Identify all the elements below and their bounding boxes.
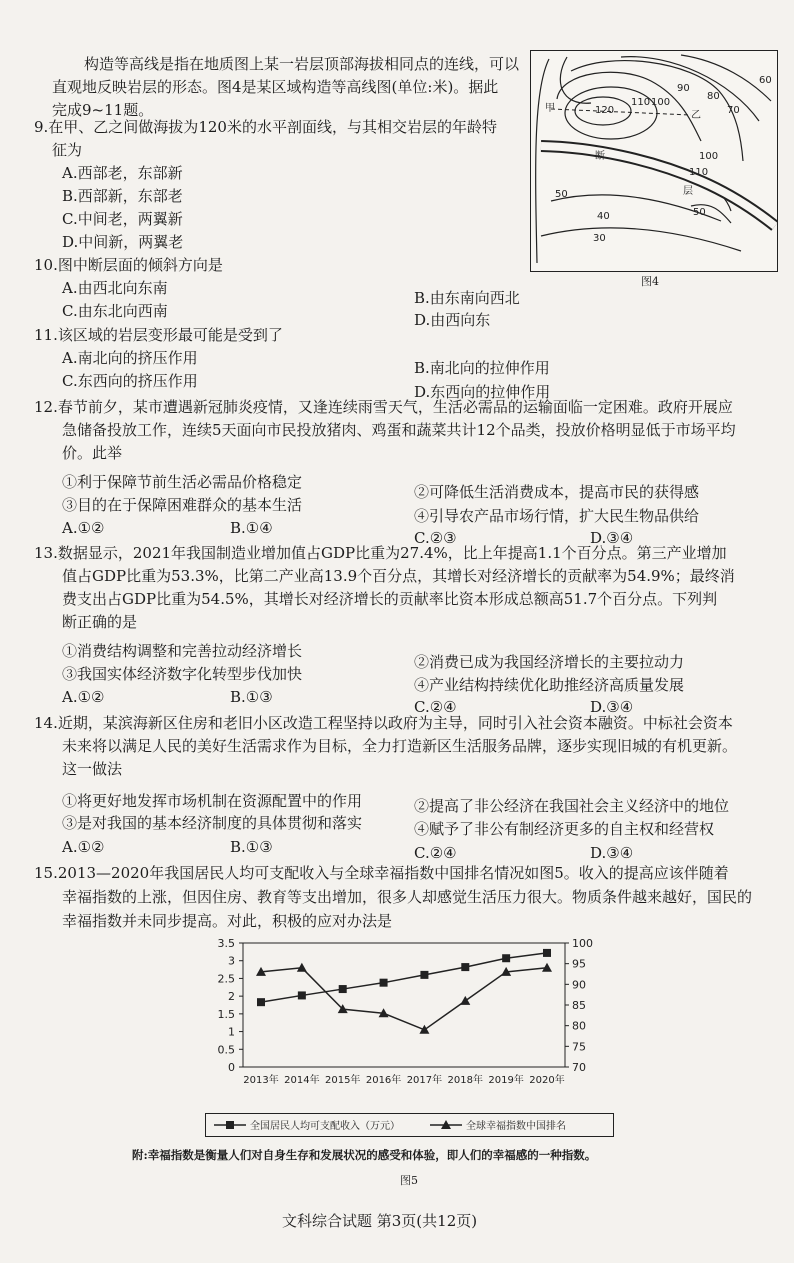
q13-item-3: ③我国实体经济数字化转型步伐加快 — [62, 665, 303, 683]
q10-stem: 10.图中断层面的倾斜方向是 — [34, 256, 223, 274]
x-tick-label: 2016年 — [365, 1075, 402, 1086]
q11-option-d[interactable]: D.东西向的拉伸作用 — [414, 383, 551, 401]
contour-line — [541, 228, 741, 251]
q13-stem-4: 断正确的是 — [62, 613, 138, 631]
figure-5-chart — [205, 935, 605, 1115]
label-110a: 110 — [631, 97, 651, 108]
income-point — [461, 963, 469, 971]
label-yi: 乙 — [691, 110, 701, 121]
rank-point — [297, 963, 307, 972]
fault-band-inner — [541, 146, 775, 226]
q15-stem-3: 幸福指数并未同步提高。对此，积极的应对办法是 — [62, 912, 393, 930]
legend-svg — [206, 1114, 613, 1136]
q13-item-1: ①消费结构调整和完善拉动经济增长 — [62, 642, 303, 660]
q14-stem-2: 未来将以满足人民的美好生活需求作为目标，全力打造新区生活服务品牌，逐步实现旧城的有机更新。 — [62, 737, 738, 755]
rank-point — [542, 963, 552, 972]
q14-stem-1: 14.近期，某滨海新区住房和老旧小区改造工程坚持以政府为主导，同时引入社会资本融资。中标社会资本 — [34, 714, 733, 732]
q10-option-d[interactable]: D.由西向东 — [414, 311, 491, 329]
left-tick-label: 2.5 — [217, 972, 235, 986]
contour-map-svg — [531, 51, 777, 271]
plot-area — [243, 943, 565, 1067]
legend-rank-label: 全球幸福指数中国排名 — [466, 1121, 566, 1132]
label-40: 40 — [597, 211, 610, 222]
q13-option-a[interactable]: A.①② — [62, 688, 105, 706]
label-100a: 100 — [651, 97, 671, 108]
left-tick-label: 2 — [228, 990, 235, 1004]
rank-point — [419, 1025, 429, 1034]
chart-legend — [205, 1113, 614, 1137]
contour-line — [681, 55, 771, 101]
fault-band-outer — [541, 146, 775, 226]
right-tick-label: 85 — [572, 999, 586, 1012]
page-footer: 文科综合试题 第3页(共12页) — [282, 1212, 478, 1230]
left-tick-label: 0.5 — [217, 1043, 235, 1057]
left-tick-label: 3.5 — [217, 937, 235, 950]
right-tick-label: 95 — [572, 957, 586, 971]
q12-item-4: ④引导农产品市场行情，扩大民生物品供给 — [414, 507, 700, 525]
x-tick-label: 2015年 — [324, 1075, 361, 1086]
x-tick-label: 2019年 — [488, 1075, 524, 1086]
q15-stem-2: 幸福指数的上涨，但因住房、教育等支出增加，很多人却感觉生活压力很大。物质条件越来越好，国民的 — [62, 888, 753, 906]
q9-option-a[interactable]: A.西部老，东部新 — [62, 164, 183, 182]
figure-4-caption: 图4 — [641, 275, 659, 288]
q10-option-c[interactable]: C.由东北向西南 — [62, 302, 168, 320]
label-70: 70 — [727, 105, 740, 116]
q9-stem-2: 征为 — [52, 141, 83, 159]
intro-line-2: 直观地反映岩层的形态。图4是某区域构造等高线图(单位:米)。据此 — [52, 78, 499, 96]
q14-option-a[interactable]: A.①② — [62, 838, 105, 856]
q13-stem-2: 值占GDP比重为53.3%，比第二产业高13.9个百分点，其增长对经济增长的贡献率为54.9%；最终消 — [62, 567, 735, 585]
right-tick-label: 90 — [572, 978, 586, 992]
q12-stem-3: 价。此举 — [62, 444, 123, 462]
x-tick-label: 2014年 — [284, 1075, 320, 1086]
label-50b: 50 — [555, 189, 568, 200]
figure-5-caption: 图5 — [400, 1174, 418, 1187]
q14-item-4: ④赋予了非公有制经济更多的自主权和经营权 — [414, 820, 715, 838]
label-90: 90 — [677, 83, 690, 94]
x-tick-label: 2020年 — [529, 1075, 565, 1086]
q12-item-3: ③目的在于保障困难群众的基本生活 — [62, 496, 303, 514]
left-tick-label: 3 — [228, 954, 235, 968]
q9-option-d[interactable]: D.中间新，两翼老 — [62, 233, 184, 251]
right-tick-label: 100 — [572, 937, 593, 950]
q11-stem: 11.该区域的岩层变形最可能是受到了 — [34, 326, 283, 344]
x-tick-label: 2017年 — [406, 1075, 443, 1086]
q14-option-c[interactable]: C.②④ — [414, 844, 457, 862]
q12-item-1: ①利于保障节前生活必需品价格稳定 — [62, 473, 303, 491]
label-duan: 断 — [595, 151, 605, 162]
q12-item-2: ②可降低生活消费成本，提高市民的获得感 — [414, 483, 700, 501]
label-120: 120 — [595, 105, 615, 116]
income-point — [502, 954, 510, 962]
left-tick-label: 1 — [228, 1025, 235, 1039]
q14-option-d[interactable]: D.③④ — [590, 844, 634, 862]
intro-line-3: 完成9~11题。 — [52, 101, 154, 119]
income-point — [298, 991, 306, 999]
rank-point — [460, 996, 470, 1005]
figure-4-contour-map — [530, 50, 778, 272]
legend-income-label: 全国居民人均可支配收入（万元） — [250, 1121, 400, 1132]
x-tick-label: 2018年 — [447, 1075, 484, 1086]
label-100b: 100 — [699, 151, 719, 162]
q11-option-b[interactable]: B.南北向的拉伸作用 — [414, 359, 550, 377]
label-jia: 甲 — [545, 103, 555, 114]
q12-option-c[interactable]: C.②③ — [414, 529, 457, 547]
profile-line — [551, 109, 691, 115]
left-tick-label: 0 — [228, 1061, 235, 1074]
label-60: 60 — [759, 75, 772, 86]
q12-option-b[interactable]: B.①④ — [230, 519, 273, 537]
right-tick-label: 80 — [572, 1019, 586, 1033]
right-tick-label: 75 — [572, 1040, 586, 1054]
x-tick-label: 2013年 — [243, 1075, 279, 1086]
q13-option-c[interactable]: C.②④ — [414, 698, 457, 716]
q9-stem-1: 9.在甲、乙之间做海拔为120米的水平剖面线，与其相交岩层的年龄特 — [34, 118, 497, 136]
q14-stem-3: 这一做法 — [62, 760, 123, 778]
label-ceng: 层 — [683, 186, 693, 197]
q15-stem-1: 15.2013—2020年我国居民人均可支配收入与全球幸福指数中国排名情况如图5。收入的提高应该伴随着 — [34, 864, 729, 882]
q12-option-d[interactable]: D.③④ — [590, 529, 634, 547]
right-tick-label: 70 — [572, 1061, 586, 1074]
income-point — [420, 971, 428, 979]
contour-line — [536, 59, 549, 263]
label-80: 80 — [707, 91, 720, 102]
q13-stem-3: 费支出占GDP比重为54.5%，其增长对经济增长的贡献率比资本形成总额高51.7个百分点。下列判 — [62, 590, 718, 608]
income-point — [380, 979, 388, 987]
q14-option-b[interactable]: B.①③ — [230, 838, 273, 856]
income-point — [339, 985, 347, 993]
chart-note: 附:幸福指数是衡量人们对自身生存和发展状况的感受和体验，即人们的幸福感的一种指数。 — [132, 1148, 597, 1162]
q12-stem-2: 急储备投放工作，连续5天面向市民投放猪肉、鸡蛋和蔬菜共计12个品类，投放价格明显低于市场平均 — [62, 421, 736, 439]
label-110b: 110 — [689, 167, 709, 178]
left-tick-label: 1.5 — [217, 1007, 235, 1021]
legend-income-marker — [226, 1121, 234, 1129]
q13-item-4: ④产业结构持续优化助推经济高质量发展 — [414, 676, 685, 694]
income-point — [543, 949, 551, 957]
q12-option-a[interactable]: A.①② — [62, 519, 105, 537]
q9-option-c[interactable]: C.中间老，两翼新 — [62, 210, 183, 228]
q13-option-d[interactable]: D.③④ — [590, 698, 634, 716]
q13-item-2: ②消费已成为我国经济增长的主要拉动力 — [414, 653, 685, 671]
label-50a: 50 — [693, 207, 706, 218]
q12-stem-1: 12.春节前夕，某市遭遇新冠肺炎疫情，又逢连续雨雪天气，生活必需品的运输面临一定困难。政府开展应 — [34, 398, 733, 416]
q14-item-2: ②提高了非公经济在我国社会主义经济中的地位 — [414, 797, 730, 815]
q11-option-a[interactable]: A.南北向的挤压作用 — [62, 349, 198, 367]
q13-stem-1: 13.数据显示，2021年我国制造业增加值占GDP比重为27.4%，比上年提高1.1个百分点。第三产业增加 — [34, 544, 727, 562]
q14-item-1: ①将更好地发挥市场机制在资源配置中的作用 — [62, 792, 363, 810]
q11-option-c[interactable]: C.东西向的挤压作用 — [62, 372, 198, 390]
intro-line-1: 构造等高线是指在地质图上某一岩层顶部海拔相同点的连线，可以 — [84, 55, 520, 73]
label-30: 30 — [593, 233, 606, 244]
q9-option-b[interactable]: B.西部新，东部老 — [62, 187, 183, 205]
q10-option-b[interactable]: B.由东南向西北 — [414, 289, 520, 307]
q13-option-b[interactable]: B.①③ — [230, 688, 273, 706]
q14-item-3: ③是对我国的基本经济制度的具体贯彻和落实 — [62, 814, 363, 832]
income-point — [257, 998, 265, 1006]
q10-option-a[interactable]: A.由西北向东南 — [62, 279, 168, 297]
